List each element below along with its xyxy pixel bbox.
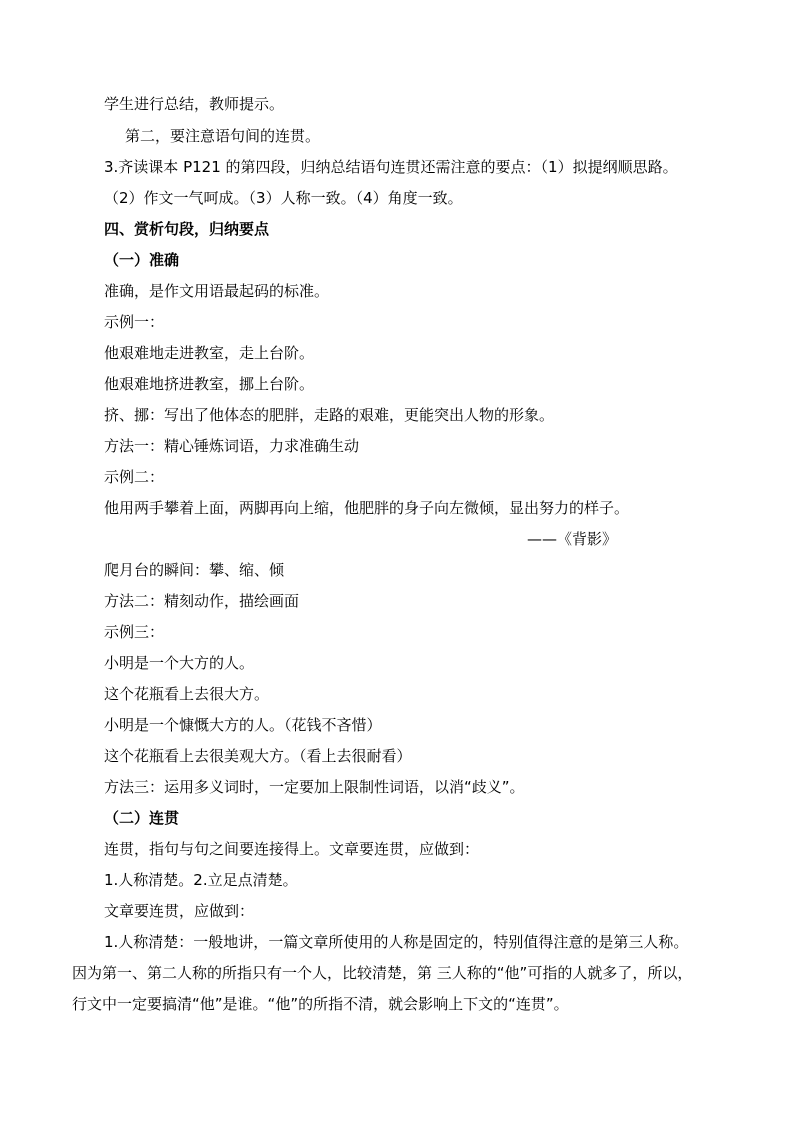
text-line: 他用两手攀着上面，两脚再向上缩，他肥胖的身子向左微倾，显出努力的样子。: [104, 499, 630, 517]
text-line: 3.齐读课本 P121 的第四段，归纳总结语句连贯还需注意的要点：（1）拟提纲顺思路。: [104, 158, 678, 176]
text-line: 1.人称清楚：一般地讲，一篇文章所使用的人称是固定的，特别值得注意的是第三人称。: [104, 933, 689, 951]
text-line: 文章要连贯，应做到：: [104, 902, 255, 920]
text-line: 爬月台的瞬间：攀、缩、倾: [104, 561, 285, 579]
text-line: 连贯，指句与句之间要连接得上。文章要连贯，应做到：: [104, 840, 480, 858]
text-line: 他艰难地走进教室，走上台阶。: [104, 344, 315, 362]
text-line: 1.人称清楚。2.立足点清楚。: [104, 871, 298, 889]
text-line: 示例一：: [104, 313, 165, 331]
text-line: 方法一：精心锤炼词语，力求准确生动: [104, 437, 360, 455]
text-line: 学生进行总结，教师提示。: [104, 95, 285, 113]
text-line: 示例二：: [104, 468, 165, 486]
text-line: 这个花瓶看上去很美观大方。（看上去很耐看）: [104, 747, 412, 765]
text-line: 行文中一定要搞清“他”是谁。“他”的所指不清，就会影响上下文的“连贯”。: [72, 995, 569, 1013]
text-line: 方法三：运用多义词时，一定要加上限制性词语，以消“歧义”。: [104, 778, 525, 796]
text-line: 示例三：: [104, 623, 165, 641]
text-line: 挤、挪：写出了他体态的肥胖，走路的艰难，更能突出人物的形象。: [104, 406, 555, 424]
text-line: （2）作文一气呵成。（3）人称一致。（4）角度一致。: [104, 189, 463, 207]
text-line: 小明是一个慷慨大方的人。（花钱不吝惜）: [104, 716, 382, 734]
text-line: 他艰难地挤进教室，挪上台阶。: [104, 375, 315, 393]
text-line: 准确，是作文用语最起码的标准。: [104, 282, 330, 300]
text-line: 这个花瓶看上去很大方。: [104, 685, 270, 703]
text-line: 小明是一个大方的人。: [104, 654, 255, 672]
text-line: 因为第一、第二人称的所指只有一个人，比较清楚，第 三人称的“他”可指的人就多了，所以，: [72, 964, 693, 982]
text-line: 第二，要注意语句间的连贯。: [125, 127, 321, 145]
subsection-heading: （一）准确: [104, 251, 180, 269]
subsection-heading: （二）连贯: [104, 809, 180, 827]
text-line: 方法二：精刻动作，描绘画面: [104, 592, 300, 610]
quote-source: ——《背影》: [527, 530, 618, 548]
section-heading: 四、赏析句段，归纳要点: [104, 220, 270, 238]
